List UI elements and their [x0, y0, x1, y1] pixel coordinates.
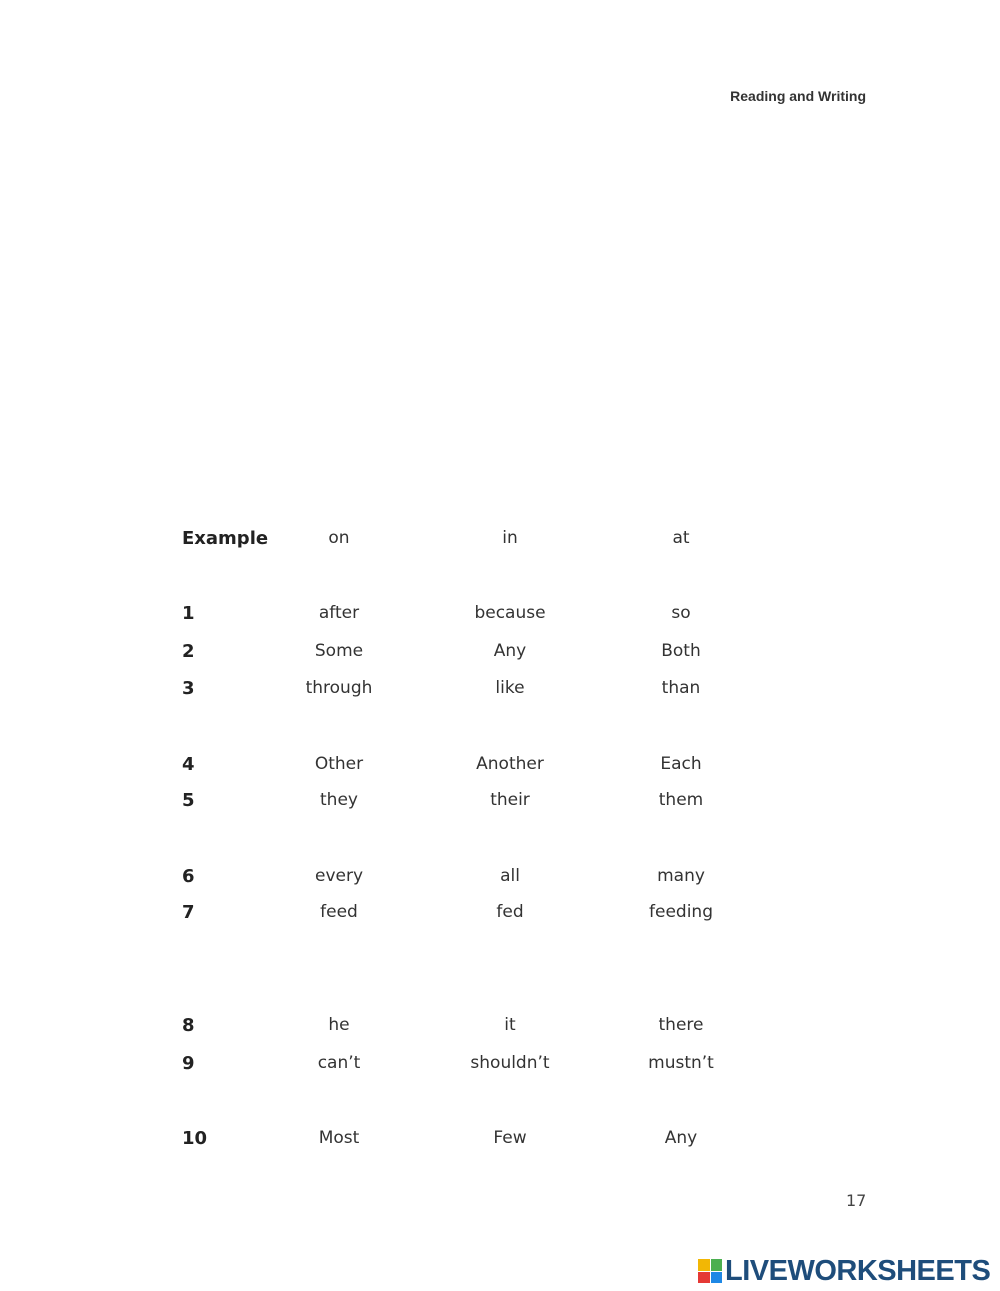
option-c[interactable]: many	[657, 866, 705, 886]
option-a[interactable]: Most	[318, 1128, 360, 1148]
page-header: Reading and Writing	[730, 88, 866, 104]
option-a[interactable]: through	[305, 678, 373, 698]
row-label: 9	[182, 1053, 195, 1074]
option-c[interactable]: Any	[664, 1128, 698, 1148]
question-row-8	[0, 1015, 1000, 1045]
question-row-1	[0, 603, 1000, 633]
question-row-9	[0, 1053, 1000, 1083]
option-b[interactable]: like	[495, 678, 525, 698]
option-c[interactable]: them	[658, 790, 704, 810]
option-b[interactable]: shouldn’t	[470, 1053, 550, 1073]
question-row-3	[0, 678, 1000, 708]
brand-name: LIVEWORKSHEETS	[725, 1254, 991, 1287]
example-row	[0, 528, 1000, 558]
option-a[interactable]: they	[320, 790, 358, 810]
row-label: 7	[182, 902, 195, 923]
option-a[interactable]: every	[314, 866, 364, 886]
row-label: 5	[182, 790, 195, 811]
option-c[interactable]: feeding	[649, 902, 713, 922]
row-label: 1	[182, 603, 195, 624]
option-c[interactable]: Each	[660, 754, 702, 774]
option-b[interactable]: Any	[493, 641, 527, 661]
question-row-6	[0, 866, 1000, 896]
option-b[interactable]: their	[490, 790, 530, 810]
option-a[interactable]: can’t	[317, 1053, 361, 1073]
question-row-7	[0, 902, 1000, 932]
option-b[interactable]: because	[474, 603, 546, 623]
option-b[interactable]: fed	[496, 902, 524, 922]
option-a[interactable]: Some	[314, 641, 364, 661]
option-c[interactable]: at	[672, 528, 690, 548]
option-c[interactable]: there	[658, 1015, 704, 1035]
option-a[interactable]: feed	[320, 902, 358, 922]
row-label: 10	[182, 1128, 208, 1149]
option-a[interactable]: on	[328, 528, 350, 548]
row-label: 6	[182, 866, 195, 887]
option-a[interactable]: Other	[314, 754, 364, 774]
liveworksheets-logo	[698, 1256, 990, 1286]
row-label: 3	[182, 678, 195, 699]
row-label: 2	[182, 641, 195, 662]
option-c[interactable]: than	[661, 678, 701, 698]
option-c[interactable]: Both	[661, 641, 701, 661]
row-label: 4	[182, 754, 195, 775]
question-row-5	[0, 790, 1000, 820]
option-b[interactable]: Another	[476, 754, 544, 774]
option-b[interactable]: in	[502, 528, 518, 548]
option-a[interactable]: after	[318, 603, 360, 623]
logo-blocks-icon	[698, 1259, 722, 1283]
option-c[interactable]: so	[671, 603, 691, 623]
row-label: 8	[182, 1015, 195, 1036]
option-c[interactable]: mustn’t	[648, 1053, 714, 1073]
question-row-2	[0, 641, 1000, 671]
question-row-4	[0, 754, 1000, 784]
option-b[interactable]: it	[504, 1015, 516, 1035]
row-label: Example	[182, 528, 269, 549]
question-row-10	[0, 1128, 1000, 1158]
option-b[interactable]: Few	[493, 1128, 527, 1148]
page-number: 17	[846, 1191, 867, 1210]
option-a[interactable]: he	[328, 1015, 350, 1035]
option-b[interactable]: all	[500, 866, 520, 886]
